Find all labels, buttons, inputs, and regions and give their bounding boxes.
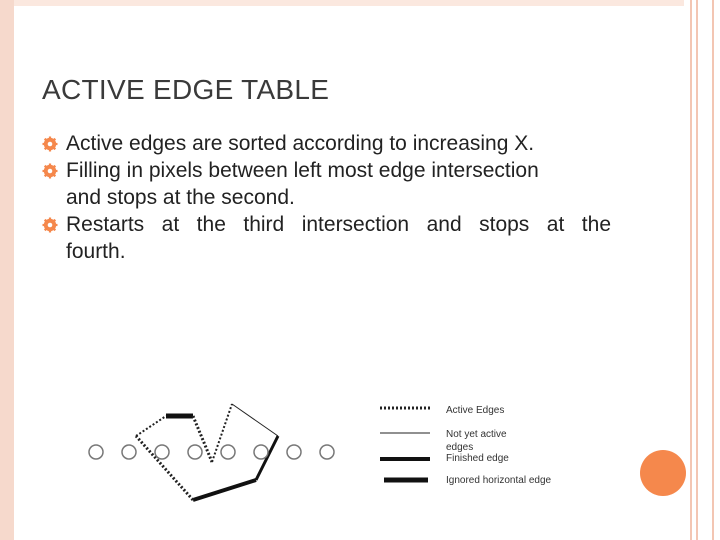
bullet-text: Active edges are sorted according to increasing X. bbox=[66, 132, 535, 155]
scanline-pixel bbox=[122, 445, 136, 459]
scanline-pixel bbox=[89, 445, 103, 459]
legend-not-yet-label-line2: edges bbox=[446, 442, 474, 453]
legend-not-yet-label: Not yet active bbox=[446, 429, 507, 440]
bullet-text-line: fourth. bbox=[66, 240, 126, 263]
decorative-orange-circle bbox=[640, 450, 686, 496]
scanline-pixel bbox=[320, 445, 334, 459]
bullet-text-line: Restarts at the third intersection and stops at the bbox=[66, 213, 611, 236]
scanline-pixel bbox=[287, 445, 301, 459]
not-yet-active-edge bbox=[232, 404, 278, 436]
scanline-pixel bbox=[155, 445, 169, 459]
legend-active-label: Active Edges bbox=[446, 405, 505, 416]
active-edge-dotted bbox=[136, 416, 166, 436]
scanline-pixel bbox=[254, 445, 268, 459]
scanline-pixel bbox=[188, 445, 202, 459]
legend-finished-label: Finished edge bbox=[446, 453, 509, 464]
bullet-text-line: Filling in pixels between left most edge intersection bbox=[66, 159, 539, 182]
finished-edge bbox=[193, 480, 256, 500]
bullet-text-line: and stops at the second. bbox=[66, 186, 295, 209]
legend-ignored-label: Ignored horizontal edge bbox=[446, 475, 552, 486]
slide-title: ACTIVE EDGE TABLE bbox=[42, 74, 330, 105]
scanline-pixel bbox=[221, 445, 235, 459]
